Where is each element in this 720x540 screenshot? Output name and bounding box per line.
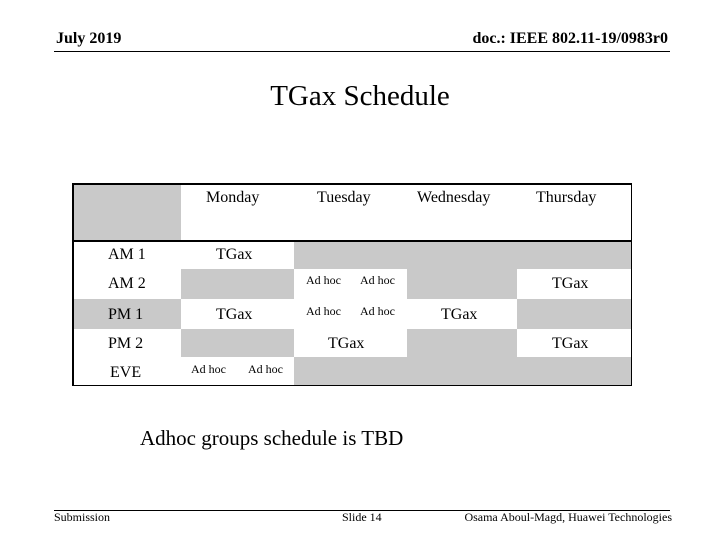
left-border-line bbox=[72, 183, 74, 386]
am2-monday-cell bbox=[181, 269, 294, 299]
session-tgax-thu-am2: TGax bbox=[552, 275, 589, 292]
top-border-line bbox=[72, 183, 632, 185]
footer-slide-number: Slide 14 bbox=[342, 510, 382, 524]
bottom-border-line bbox=[72, 385, 632, 387]
footer-author: Osama Aboul-Magd, Huawei Technologies bbox=[464, 510, 672, 524]
row-label-am1: AM 1 bbox=[108, 246, 146, 263]
session-adhoc-tue-am2-b: Ad hoc bbox=[360, 273, 395, 287]
footer-submission: Submission bbox=[54, 510, 111, 524]
row-label-eve: EVE bbox=[110, 364, 142, 381]
row-label-am2: AM 2 bbox=[108, 275, 146, 292]
pm2-monday-cell bbox=[181, 329, 294, 357]
session-adhoc-tue-pm1-a: Ad hoc bbox=[306, 304, 341, 318]
session-adhoc-tue-pm1-b: Ad hoc bbox=[360, 304, 395, 318]
day-header-wednesday: Wednesday bbox=[417, 189, 491, 206]
row-label-pm1: PM 1 bbox=[108, 306, 144, 323]
session-adhoc-mon-eve-a: Ad hoc bbox=[191, 362, 226, 376]
header-divider bbox=[54, 51, 670, 52]
session-tgax-tue-pm2: TGax bbox=[328, 335, 365, 352]
header-date: July 2019 bbox=[56, 30, 122, 47]
session-adhoc-tue-am2-a: Ad hoc bbox=[306, 273, 341, 287]
header-row-line bbox=[72, 240, 632, 242]
am2-wednesday-cell bbox=[407, 269, 517, 299]
schedule-grid bbox=[72, 183, 632, 386]
right-border-line bbox=[631, 183, 633, 386]
day-header-thursday: Thursday bbox=[536, 189, 597, 206]
session-adhoc-mon-eve-b: Ad hoc bbox=[248, 362, 283, 376]
day-header-tuesday: Tuesday bbox=[317, 189, 371, 206]
session-tgax-mon-pm1: TGax bbox=[216, 306, 253, 323]
header-doc-id: doc.: IEEE 802.11-19/0983r0 bbox=[472, 30, 668, 47]
row-am2 bbox=[72, 269, 632, 299]
session-tgax-thu-pm2: TGax bbox=[552, 335, 589, 352]
adhoc-note: Adhoc groups schedule is TBD bbox=[140, 426, 404, 450]
session-tgax-mon-am1: TGax bbox=[216, 246, 253, 263]
row-label-pm2: PM 2 bbox=[108, 335, 144, 352]
session-tgax-wed-pm1: TGax bbox=[441, 306, 478, 323]
day-header-monday: Monday bbox=[206, 189, 260, 206]
slide-title: TGax Schedule bbox=[270, 80, 450, 112]
pm2-wednesday-cell bbox=[407, 329, 517, 357]
